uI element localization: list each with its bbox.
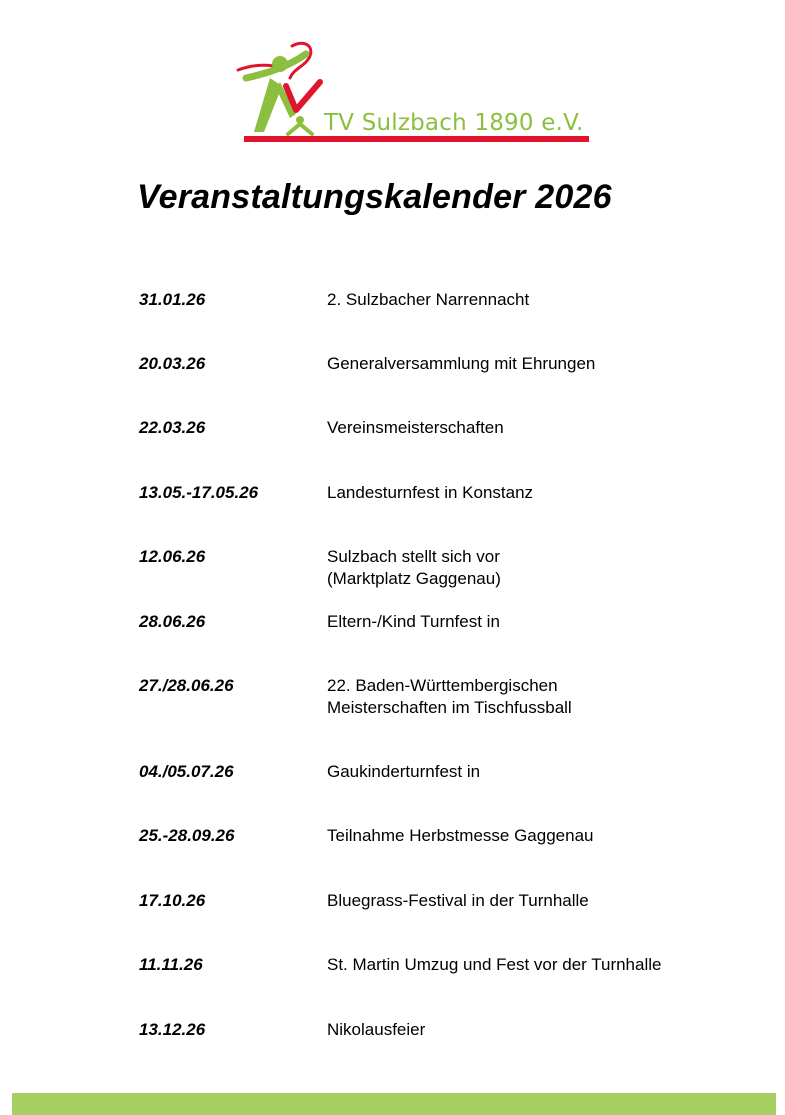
event-description-line: Eltern-/Kind Turnfest in [327, 612, 500, 631]
event-description-line: St. Martin Umzug und Fest vor der Turnhalle [327, 955, 662, 974]
event-description-line: Sulzbach stellt sich vor [327, 547, 500, 566]
event-date: 11.11.26 [139, 955, 203, 974]
event-description-line: Gaukinderturnfest in [327, 762, 481, 781]
logo-underline [244, 136, 589, 142]
event-date: 04./05.07.26 [139, 762, 234, 781]
event-description [327, 289, 757, 311]
event-description [327, 417, 757, 439]
event-description-line: 22. Baden-Württembergischen [327, 676, 558, 695]
club-logo [230, 38, 600, 148]
event-description [327, 825, 757, 847]
event-description-line: Generalversammlung mit Ehrungen [327, 354, 596, 373]
event-date: 13.12.26 [139, 1020, 206, 1039]
event-date: 17.10.26 [139, 891, 206, 910]
event-date: 13.05.-17.05.26 [139, 483, 259, 502]
event-description [327, 611, 757, 633]
event-description-line: Teilnahme Herbstmesse Gaggenau [327, 826, 594, 845]
event-date: 12.06.26 [139, 547, 206, 566]
event-description [327, 546, 757, 590]
event-description [327, 482, 757, 504]
event-date: 31.01.26 [139, 290, 206, 309]
event-date: 25.-28.09.26 [139, 826, 235, 845]
event-date: 28.06.26 [139, 612, 206, 631]
page-title: Veranstaltungskalender 2026 [137, 178, 612, 216]
event-date: 22.03.26 [139, 418, 206, 437]
footer-bar [12, 1093, 776, 1115]
event-description-line: (Marktplatz Gaggenau) [327, 569, 501, 588]
event-description [327, 353, 757, 375]
event-description [327, 954, 757, 976]
event-description-line: 2. Sulzbacher Narrennacht [327, 290, 530, 309]
club-name: TV Sulzbach 1890 e.V. [324, 110, 584, 136]
event-date: 20.03.26 [139, 354, 206, 373]
event-description-line: Nikolausfeier [327, 1020, 426, 1039]
event-description-line: Meisterschaften im Tischfussball [327, 698, 572, 717]
event-description-line: Vereinsmeisterschaften [327, 418, 504, 437]
event-description [327, 761, 757, 783]
event-description [327, 675, 757, 719]
event-description-line: Landesturnfest in Konstanz [327, 483, 534, 502]
event-description-line: Bluegrass-Festival in der Turnhalle [327, 891, 589, 910]
event-date: 27./28.06.26 [139, 676, 234, 695]
event-description [327, 890, 757, 912]
event-description [327, 1019, 757, 1041]
